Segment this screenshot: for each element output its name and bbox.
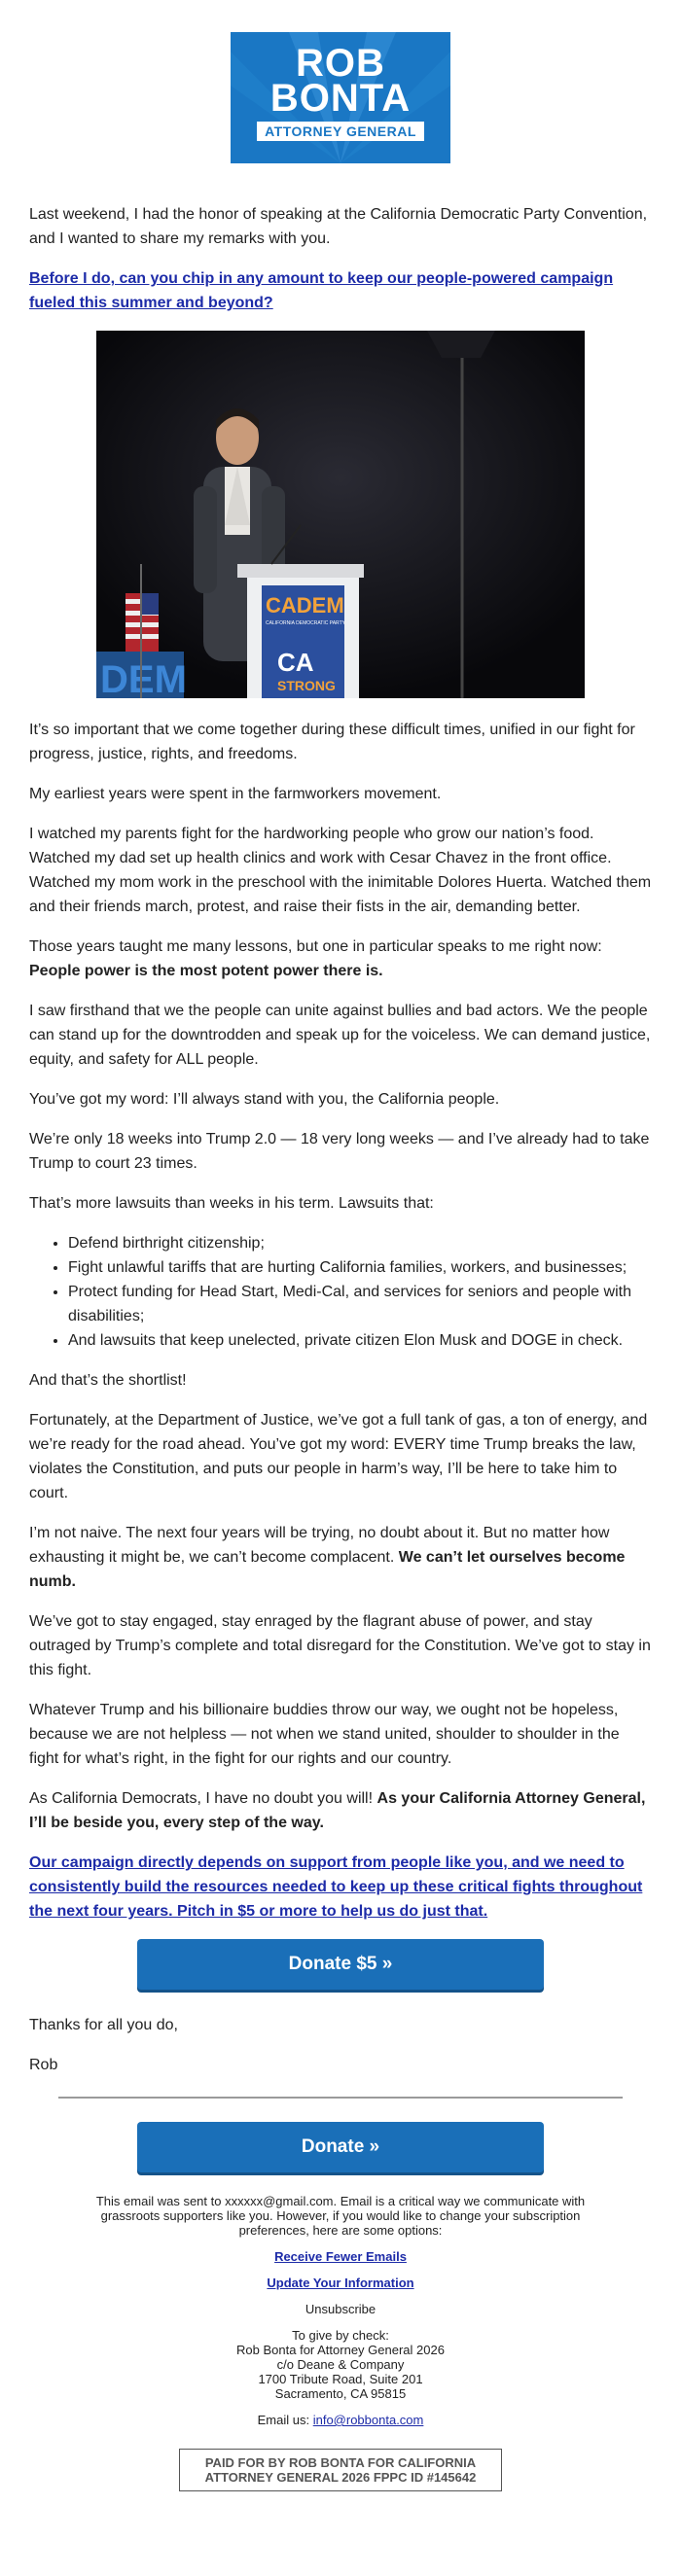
paragraph-bullies: I saw firsthand that we the people can unite against bullies and bad actors. We the people can stand up for the downtrodden and speak up for the voiceless. We can demand justice, equity, and safety for ALL people.	[29, 1003, 651, 1068]
not-naive-text: I’m not naive. The next four years will be trying, no doubt about it. But no matter how exhausting it might be, we can’t become complacent.	[29, 1525, 610, 1566]
campaign-logo	[231, 32, 450, 163]
lawsuits-list	[29, 1231, 652, 1353]
list-item: • Protect funding for Head Start, Medi-Cal, and services for seniors and people with disabilities;	[68, 1280, 652, 1328]
logo-title: ATTORNEY GENERAL	[257, 122, 424, 141]
paragraph-lawsuits-intro: That’s more lawsuits than weeks in his term. Lawsuits that:	[29, 1195, 434, 1212]
podium-lower-text: CA	[277, 648, 314, 677]
pitch-in-link[interactable]: Our campaign directly depends on support from people like you, and we need to consistently build the resources needed to keep up these critical fights throughout the next four years. Pitch in $5 or more to help us do just that.	[29, 1854, 643, 1920]
lessons-text: Those years taught me many lessons, but one in particular speaks to me right now:	[29, 938, 602, 955]
paragraph-not-hopeless: Whatever Trump and his billionaire buddies throw our way, we ought not be hopeless, because we are not helpless — not when we stand united, shoulder to shoulder in the fight for what’s right, in the fight for our rights and our country.	[29, 1702, 620, 1767]
check-address	[68, 2328, 613, 2401]
donate-button[interactable]: Donate »	[137, 2122, 544, 2172]
check-street: 1700 Tribute Road, Suite 201	[258, 2372, 423, 2386]
paragraph-beside-you	[29, 1786, 652, 1835]
check-title: To give by check:	[292, 2328, 389, 2343]
list-item: • Defend birthright citizenship;	[68, 1231, 652, 1255]
chip-in-link[interactable]: Before I do, can you chip in any amount to keep our people-powered campaign fueled this summer and beyond?	[29, 270, 614, 311]
check-care-of: c/o Deane & Company	[276, 2357, 405, 2372]
paragraph-shortlist: And that’s the shortlist!	[29, 1372, 187, 1389]
podium-sub-text: CALIFORNIA DEMOCRATIC PARTY	[266, 620, 345, 626]
email-contact	[68, 2413, 613, 2427]
list-item: • And lawsuits that keep unelected, private citizen Elon Musk and DOGE in check.	[68, 1328, 652, 1353]
unsubscribe-link[interactable]: Unsubscribe	[305, 2302, 376, 2316]
paragraph-word: You’ve got my word: I’ll always stand with you, the California people.	[29, 1091, 500, 1108]
paragraph-parents: I watched my parents fight for the hardworking people who grow our nation’s food. Watched my dad set up health clinics and work with Cesar Chavez in the front office. Watched my mom work in the preschool with the inimitable Dolores Huerta. Watched them and their friends march, protest, and raise their fists in the air, demanding better.	[29, 826, 652, 915]
not-numb-text: We can’t let ourselves become numb.	[29, 1549, 626, 1590]
speaker-at-podium-image	[96, 331, 585, 698]
donate-5-wrap	[29, 1939, 652, 1990]
paid-line-2: ATTORNEY GENERAL 2026 FPPC ID #145642	[204, 2470, 477, 2485]
update-information-link[interactable]: Update Your Information	[267, 2276, 414, 2290]
paragraph-lessons	[29, 935, 652, 983]
fewer-emails-wrap	[68, 2249, 613, 2264]
podium-logo-text: CADEM	[266, 593, 344, 618]
democrats-text: As California Democrats, I have no doubt you will!	[29, 1790, 374, 1807]
intro-paragraph: Last weekend, I had the honor of speaking at the California Democratic Party Convention, and I wanted to share my remarks with you.	[29, 206, 648, 247]
podium	[237, 564, 364, 698]
banner-text: DEM	[100, 658, 187, 698]
donate-wrap	[15, 2122, 666, 2172]
paragraph-doj: Fortunately, at the Department of Justice, we’ve got a full tank of gas, a ton of energy, and we’re ready for the road ahead. You’ve got my word: EVERY time Trump breaks the law, violates the Constitution, and puts our people in harm’s way, I’ll be here to take him to court.	[29, 1412, 648, 1501]
paragraph-trump-weeks: We’re only 18 weeks into Trump 2.0 — 18 very long weeks — and I’ve already had to take Trump to court 23 times.	[29, 1131, 650, 1172]
paragraph-not-naive	[29, 1521, 652, 1594]
email-body	[15, 202, 666, 2077]
paid-for-disclaimer	[179, 2449, 503, 2491]
paid-line-1: PAID FOR BY ROB BONTA FOR CALIFORNIA	[204, 2455, 477, 2470]
paragraph-engaged: We’ve got to stay engaged, stay enraged by the flagrant abuse of power, and stay outraged by Trump’s complete and total disregard for the Constitution. We’ve got to stay in this fight.	[29, 1613, 651, 1678]
signature: Rob	[29, 2057, 58, 2073]
hero-photo	[96, 331, 585, 698]
cta-paragraph-1	[29, 266, 652, 315]
footer-divider	[58, 2097, 623, 2099]
podium-lower-text-2: STRONG	[277, 678, 336, 693]
email-container	[15, 0, 666, 2521]
people-power-text: People power is the most potent power there is.	[29, 963, 383, 979]
logo-first-name: ROB	[296, 42, 385, 85]
logo-last-name: BONTA	[269, 77, 412, 120]
email-label: Email us:	[257, 2413, 310, 2427]
beside-you-text: As your California Attorney General, I’ll be beside you, every step of the way.	[29, 1790, 646, 1831]
list-item: • Fight unlawful tariffs that are hurting California families, workers, and businesses;	[68, 1255, 652, 1280]
check-payee: Rob Bonta for Attorney General 2026	[236, 2343, 445, 2357]
email-link[interactable]: info@robbonta.com	[312, 2413, 424, 2427]
receive-fewer-emails-link[interactable]: Receive Fewer Emails	[274, 2249, 407, 2264]
donate-5-button[interactable]: Donate $5 »	[137, 1939, 544, 1990]
paragraph-unity: It’s so important that we come together during these difficult times, unified in our fight for progress, justice, rights, and freedoms.	[29, 722, 635, 762]
update-info-wrap	[68, 2276, 613, 2290]
subscription-notice: This email was sent to xxxxxx@gmail.com. Email is a critical way we communicate with grassroots supporters like you. However, if you would like to change your subscription preferences, here are some options:	[95, 2194, 586, 2238]
check-city: Sacramento, CA 95815	[274, 2386, 407, 2401]
signoff: Thanks for all you do,	[29, 2017, 178, 2033]
email-footer	[15, 2194, 666, 2521]
paragraph-farmworkers: My earliest years were spent in the farmworkers movement.	[29, 786, 442, 802]
cta-paragraph-2	[29, 1851, 652, 1923]
